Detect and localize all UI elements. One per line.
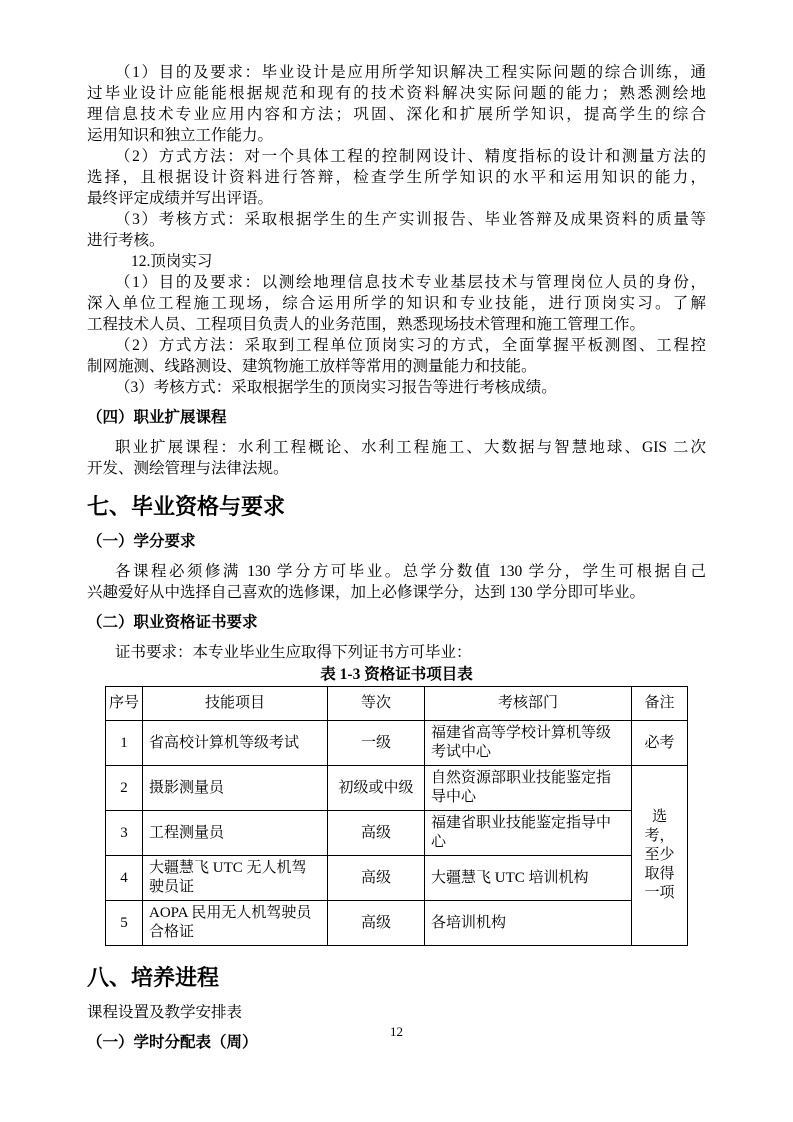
- paragraph-line: 选择，且根据设计资料进行答辩，检查学生所学知识的水平和运用知识的能力，: [87, 169, 706, 186]
- table-cell: 高级: [328, 901, 425, 946]
- table-cell: 省高校计算机等级考试: [143, 721, 328, 766]
- table-cell: 一级: [328, 721, 425, 766]
- section4-heading: （四）职业扩展课程: [87, 409, 227, 426]
- table-row: [106, 811, 688, 856]
- table-header-row: [106, 687, 688, 721]
- section7-heading: 七、毕业资格与要求: [87, 494, 286, 519]
- section8-heading: 八、培养进程: [87, 965, 220, 990]
- table-cell-merged-remark: 选考，至少取得一项: [632, 766, 688, 946]
- paragraph-line: 制网施测、线路测设、建筑物施工放样等常用的测量能力和技能。: [87, 358, 537, 375]
- table-cell: 福建省职业技能鉴定指导中心: [425, 811, 632, 856]
- paragraph-line: 职业扩展课程：水利工程概论、水利工程施工、大数据与智慧地球、GIS 二次: [115, 439, 706, 456]
- paragraph-line: （1）目的及要求：毕业设计是应用所学知识解决工程实际问题的综合训练，通: [115, 64, 706, 81]
- table-cell: 大疆慧飞 UTC 培训机构: [425, 856, 632, 901]
- table-cell: 3: [106, 811, 143, 856]
- section7-sub2-paragraph: [87, 642, 706, 663]
- section7-sub2-heading: （二）职业资格证书要求: [87, 614, 258, 631]
- section7-sub1-heading: （一）学分要求: [87, 533, 196, 550]
- paragraph-line: 工程技术人员、工程项目负责人的业务范围，熟悉现场技术管理和施工管理工作。: [87, 316, 646, 333]
- table-cell: 1: [106, 721, 143, 766]
- table-cell: 福建省高等学校计算机等级考试中心: [425, 721, 632, 766]
- table-cell: 2: [106, 766, 143, 811]
- page-number: 12: [390, 1024, 403, 1039]
- section8-subtitle: 课程设置及教学安排表: [87, 1004, 243, 1021]
- body-paragraphs: [87, 62, 706, 398]
- table-cell: 大疆慧飞 UTC 无人机驾驶员证: [143, 856, 328, 901]
- paragraph-line: （1）目的及要求：以测绘地理信息技术专业基层技术与管理岗位人员的身份，: [115, 274, 706, 291]
- table-cell: 工程测量员: [143, 811, 328, 856]
- table-caption: 表 1-3 资格证书项目表: [320, 666, 473, 683]
- certificate-table: [105, 686, 688, 946]
- table-header-cell: 考核部门: [425, 687, 632, 721]
- paragraph-line: 最终评定成绩并写出评语。: [87, 190, 274, 207]
- section8-sub1-heading: （一）学时分配表（周）: [87, 1034, 258, 1051]
- table-cell: 自然资源部职业技能鉴定指导中心: [425, 766, 632, 811]
- paragraph-line: 理信息技术专业应用内容和方法；巩固、深化和扩展所学知识，提高学生的综合: [87, 106, 706, 123]
- section4-paragraph: [87, 437, 706, 479]
- paragraph-line: 各课程必须修满 130 学分方可毕业。总学分数值 130 学分，学生可根据自己: [115, 563, 706, 580]
- table-row: [106, 721, 688, 766]
- paragraph-line: 运用知识和独立工作能力。: [87, 127, 274, 144]
- table-header-cell: 技能项目: [143, 687, 328, 721]
- table-cell: 4: [106, 856, 143, 901]
- paragraph-line: 证书要求：本专业毕业生应取得下列证书方可毕业：: [115, 644, 472, 661]
- paragraph-line: 深入单位工程施工现场，综合运用所学的知识和专业技能，进行顶岗实习。了解: [87, 295, 706, 312]
- table-row: [106, 856, 688, 901]
- table-header-cell: 序号: [106, 687, 143, 721]
- paragraph-line: 兴趣爱好从中选择自己喜欢的选修课，加上必修课学分，达到 130 学分即可毕业。: [87, 584, 646, 601]
- table-cell: 摄影测量员: [143, 766, 328, 811]
- table-cell: 初级或中级: [328, 766, 425, 811]
- paragraph-line: （2）方式方法：采取到工程单位顶岗实习的方式，全面掌握平板测图、工程控: [115, 337, 706, 354]
- paragraph-line: 12.顶岗实习: [131, 253, 213, 270]
- paragraph-line: （3）考核方式：采取根据学生的生产实训报告、毕业答辩及成果资料的质量等: [115, 211, 706, 228]
- table-cell: AOPA 民用无人机驾驶员合格证: [143, 901, 328, 946]
- table-row: [106, 766, 688, 811]
- table-cell: 必考: [632, 721, 688, 766]
- paragraph-line: 过毕业设计应能能根据规范和现有的技术资料解决实际问题的能力；熟悉测绘地: [87, 85, 706, 102]
- paragraph-line: （3）考核方式：采取根据学生的顶岗实习报告等进行考核成绩。: [115, 379, 557, 396]
- paragraph-line: 进行考核。: [87, 232, 165, 249]
- paragraph-line: （2）方式方法：对一个具体工程的控制网设计、精度指标的设计和测量方法的: [115, 148, 706, 165]
- table-header-cell: 备注: [632, 687, 688, 721]
- table-cell: 5: [106, 901, 143, 946]
- table-cell: 高级: [328, 811, 425, 856]
- paragraph-line: 开发、测绘管理与法律法规。: [87, 460, 289, 477]
- table-cell: 各培训机构: [425, 901, 632, 946]
- section7-sub1-paragraph: [87, 561, 706, 603]
- table-header-cell: 等次: [328, 687, 425, 721]
- table-cell: 高级: [328, 856, 425, 901]
- table-row: [106, 901, 688, 946]
